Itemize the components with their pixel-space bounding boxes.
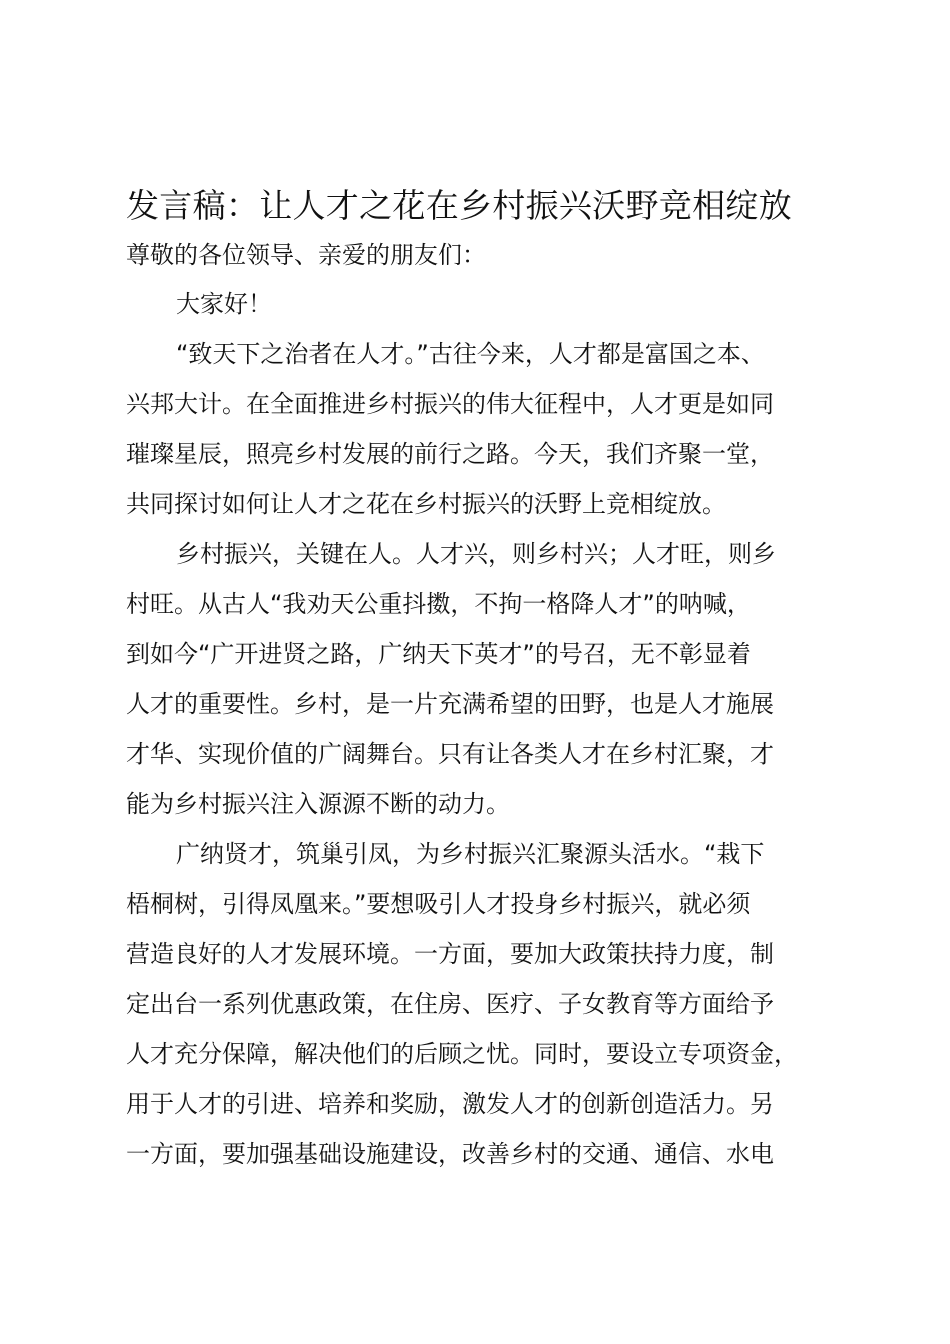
paragraph-line: 定出台一系列优惠政策，在住房、医疗、子女教育等方面给予	[126, 990, 774, 1018]
paragraph-line: 共同探讨如何让人才之花在乡村振兴的沃野上竞相绽放。	[126, 490, 726, 518]
greeting: 大家好！	[176, 290, 272, 318]
paragraph-line: 用于人才的引进、培养和奖励，激发人才的创新创造活力。另	[126, 1090, 774, 1118]
salutation: 尊敬的各位领导、亲爱的朋友们：	[126, 241, 486, 269]
paragraph-line: 一方面，要加强基础设施建设，改善乡村的交通、通信、水电	[126, 1140, 774, 1168]
greeting-paragraph	[126, 279, 866, 329]
paragraph-line: 兴邦大计。在全面推进乡村振兴的伟大征程中，人才更是如同	[126, 390, 774, 418]
paragraph-line: 璀璨星辰，照亮乡村发展的前行之路。今天，我们齐聚一堂，	[126, 440, 774, 468]
paragraph-line: “致天下之治者在人才。”古往今来，人才都是富国之本、	[176, 340, 765, 368]
paragraph-line: 营造良好的人才发展环境。一方面，要加大政策扶持力度，制	[126, 940, 774, 968]
paragraph-line: 人才的重要性。乡村，是一片充满希望的田野，也是人才施展	[126, 690, 774, 718]
paragraph-line: 到如今“广开进贤之路，广纳天下英才”的号召，无不彰显着	[126, 640, 751, 668]
paragraph-line: 人才充分保障，解决他们的后顾之忧。同时，要设立专项资金，	[126, 1040, 798, 1068]
paragraph-line: 梧桐树，引得凤凰来。”要想吸引人才投身乡村振兴，就必须	[126, 890, 751, 918]
document-title: 发言稿：让人才之花在乡村振兴沃野竞相绽放	[126, 186, 792, 225]
paragraph-line: 才华、实现价值的广阔舞台。只有让各类人才在乡村汇聚，才	[126, 740, 774, 768]
paragraph-line: 村旺。从古人“我劝天公重抖擞，不拘一格降人才”的呐喊，	[126, 590, 751, 618]
paragraph-line: 能为乡村振兴注入源源不断的动力。	[126, 790, 510, 818]
paragraph-3	[126, 829, 866, 1179]
paragraph-line: 广纳贤才，筑巢引凤，为乡村振兴汇聚源头活水。“栽下	[176, 840, 765, 868]
paragraph-1	[126, 329, 866, 529]
paragraph-line: 乡村振兴，关键在人。人才兴，则乡村兴；人才旺，则乡	[176, 540, 776, 568]
paragraph-2	[126, 529, 866, 829]
